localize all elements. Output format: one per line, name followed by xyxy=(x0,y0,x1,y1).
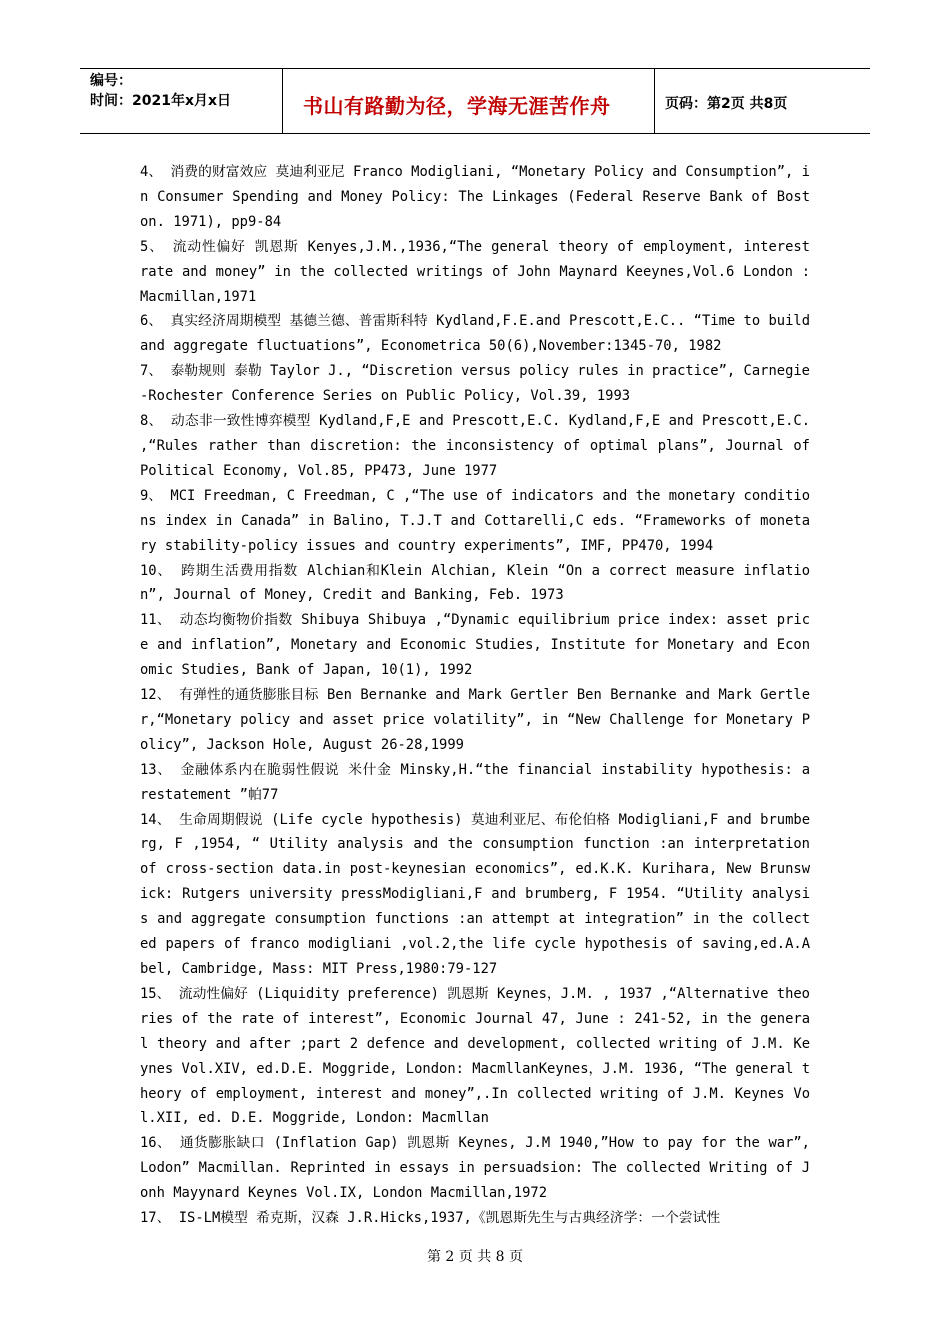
date-label: 时间：2021年x月x日 xyxy=(90,93,232,109)
reference-entry: 9、 MCI Freedman, C Freedman, C ,“The use of indicators and the monetary conditions index in Canada” in Balino, T.J.T and Cottarelli,C eds. “Frameworks of monetary stability-policy issues and country experiments”, IMF, PP470, 1994 xyxy=(140,487,811,554)
reference-list xyxy=(140,160,810,1231)
reference-entry: 11、 动态均衡物价指数 Shibuya Shibuya ,“Dynamic equilibrium price index: asset price and inflation”, Monetary and Economic Studies, Institute for Monetary and Economic Studies, Bank of Japan, 10(1), 1992 xyxy=(140,612,810,679)
reference-entry: 13、 金融体系内在脆弱性假说 米什金 Minsky,H.“the financial instability hypothesis: a restatement ”帕77 xyxy=(140,761,810,803)
header-motto xyxy=(283,69,655,133)
reference-entry: 12、 有弹性的通货膨胀目标 Ben Bernanke and Mark Gertler Ben Bernanke and Mark Gertler,“Monetary policy and asset price volatility”, in “New Challenge for Monetary Policy”, Jackson Hole, August 26-28,1999 xyxy=(140,687,810,753)
reference-entry: 10、 跨期生活费用指数 Alchian和Klein Alchian, Klein “On a correct measure inflation”, Journal of Money, Credit and Banking, Feb. 1973 xyxy=(140,562,810,604)
reference-entry: 17、 IS-LM模型 希克斯，汉森 J.R.Hicks,1937,《凯恩斯先生与古典经济学：一个尝试性 xyxy=(140,1210,721,1227)
reference-entry: 16、 通货膨胀缺口 (Inflation Gap) 凯恩斯 Keynes, J.M 1940,”How to pay for the war”, Lodon” Macmillan. Reprinted in essays in persuadsion: The collected Writing of Jonh Mayynard Keynes Vol.IX, London Macmillan,1972 xyxy=(140,1135,810,1202)
reference-entry: 14、 生命周期假说 (Life cycle hypothesis) 莫迪利亚尼、布伦伯格 Modigliani,F and brumberg, F ,1954, “ Utility analysis and the consumption function :an interpretation of cross-section data.in post-keynesian economics”, ed.K.K. Kurihara, New Brunswick: Rutgers university pressModigliani,F and brumberg, F 1954. “Utility analysis and aggregate consumption functions :an attempt at integration” in the collected papers of franco modigliani ,vol.2,the life cycle hypothesis of saving,ed.A.Abel, Cambridge, Mass: MIT Press,1980:79-127 xyxy=(140,811,810,977)
reference-entry: 8、 动态非一致性博弈模型 Kydland,F,E and Prescott,E.C. Kydland,F,E and Prescott,E.C. ,“Rules rather than discretion: the inconsistency of optimal plans”, Journal of Political Economy, Vol.85, PP473, June 1977 xyxy=(140,413,810,479)
reference-entry: 7、 泰勒规则 泰勒 Taylor J., “Discretion versus policy rules in practice”, Carnegie-Rochester Conference Series on Public Policy, Vol.39, 1993 xyxy=(140,363,810,405)
motto-text: 书山有路勤为径，学海无涯苦作舟 xyxy=(303,93,611,118)
reference-entry: 4、 消费的财富效应 莫迪利亚尼 Franco Modigliani, “Monetary Policy and Consumption”, in Consumer Spending and Money Policy: The Linkages (Federal Reserve Bank of Boston. 1971), pp9-84 xyxy=(140,164,810,230)
page-info-text: 页码：第2页 共8页 xyxy=(665,96,788,112)
reference-entry: 15、 流动性偏好 (Liquidity preference) 凯恩斯 Keynes，J.M. , 1937 ,“Alternative theories of the rate of interest”, Economic Journal 47, June : 241-52, in the general theory and after ;part 2 defence and development, collected writing of J.M. Keynes Vol.XIV, ed.D.E. Moggride, London: MacmllanKeynes，J.M. 1936, “The general theory of employment, interest and money”,.In collected writing of J.M. Keynes Vol.XII, ed. D.E. Moggride, London: Macmllan xyxy=(140,985,811,1127)
serial-label: 编号： xyxy=(90,73,132,89)
reference-entry: 6、 真实经济周期模型 基德兰德、普雷斯科特 Kydland,F.E.and Prescott,E.C.. “Time to build and aggregate fluctuations”, Econometrica 50(6),November:1345-70, 1982 xyxy=(140,313,810,355)
page-header xyxy=(80,68,870,134)
footer-page-number: 第 2 页 共 8 页 xyxy=(426,1249,524,1265)
page-footer xyxy=(0,1246,950,1266)
header-page-info xyxy=(655,69,870,133)
header-meta xyxy=(80,69,283,133)
reference-entry: 5、 流动性偏好 凯恩斯 Kenyes,J.M.,1936,“The general theory of employment, interest rate and money” in the collected writings of John Maynard Keeynes,Vol.6 London :Macmillan,1971 xyxy=(140,238,810,305)
